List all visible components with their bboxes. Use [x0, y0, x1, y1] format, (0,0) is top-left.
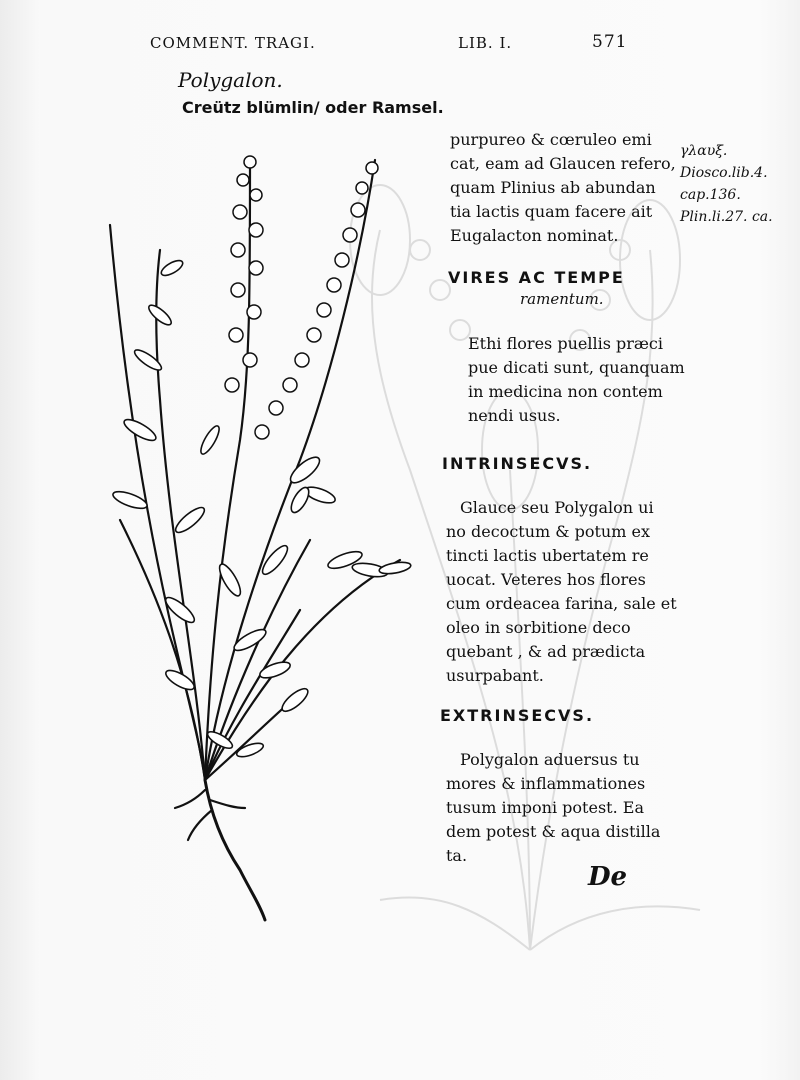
- catchword: De: [588, 862, 628, 892]
- plant-vernacular-name: Creütz blümlin/ oder Ramsel.: [182, 98, 444, 117]
- text-line: tia lactis quam facere ait: [450, 202, 653, 221]
- text-line: tincti lactis ubertatem re: [446, 546, 649, 565]
- margin-note-pliny: Plin.li.27. ca.: [680, 209, 773, 225]
- section-heading-vires-cont: ramentum.: [520, 290, 604, 308]
- text-line: in medicina non contem: [468, 382, 663, 401]
- plant-woodcut-illustration: [100, 140, 430, 930]
- text-line: tusum imponi potest. Ea: [446, 798, 644, 817]
- text-line: Polygalon aduersus tu: [460, 750, 640, 769]
- text-line: nendi usus.: [468, 406, 561, 425]
- running-head-book: LIB. I.: [458, 34, 513, 52]
- text-line: Glauce seu Polygalon ui: [460, 498, 654, 517]
- text-line: ta.: [446, 846, 468, 865]
- margin-note-dioscorides: Diosco.lib.4.: [680, 165, 768, 181]
- text-line: mores & inflammationes: [446, 774, 646, 793]
- section-heading-vires: VIRES AC TEMPE: [448, 268, 625, 287]
- text-line: cat, eam ad Glaucen refero,: [450, 154, 676, 173]
- text-line: usurpabant.: [446, 666, 544, 685]
- text-line: Eugalacton nominat.: [450, 226, 619, 245]
- section-body-intrinsecus: [446, 496, 676, 688]
- section-heading-intrinsecus: INTRINSECVS.: [442, 454, 593, 473]
- text-line: Ethi flores puellis præci: [468, 334, 664, 353]
- plant-title: Polygalon.: [178, 68, 283, 92]
- marginal-references: [680, 140, 773, 228]
- running-head: [0, 34, 800, 56]
- section-body-vires: [468, 332, 698, 428]
- margin-note-greek: γλαυξ.: [680, 143, 728, 159]
- section-heading-extrinsecus: EXTRINSECVS.: [440, 706, 595, 725]
- text-line: dem potest & aqua distilla: [446, 822, 661, 841]
- page-number: 571: [592, 32, 628, 52]
- text-line: oleo in sorbitione deco: [446, 618, 631, 637]
- text-line: cum ordeacea farina, sale et: [446, 594, 677, 613]
- text-line: pue dicati sunt, quanquam: [468, 358, 685, 377]
- intro-paragraph: [450, 128, 680, 248]
- text-line: no decoctum & potum ex: [446, 522, 650, 541]
- margin-note-chapter: cap.136.: [680, 187, 741, 203]
- section-body-extrinsecus: [446, 748, 676, 868]
- text-line: quam Plinius ab abundan: [450, 178, 656, 197]
- text-line: quebant , & ad prædicta: [446, 642, 646, 661]
- running-head-title: COMMENT. TRAGI.: [150, 34, 316, 52]
- text-line: purpureo & cœruleo emi: [450, 130, 652, 149]
- text-line: uocat. Veteres hos flores: [446, 570, 646, 589]
